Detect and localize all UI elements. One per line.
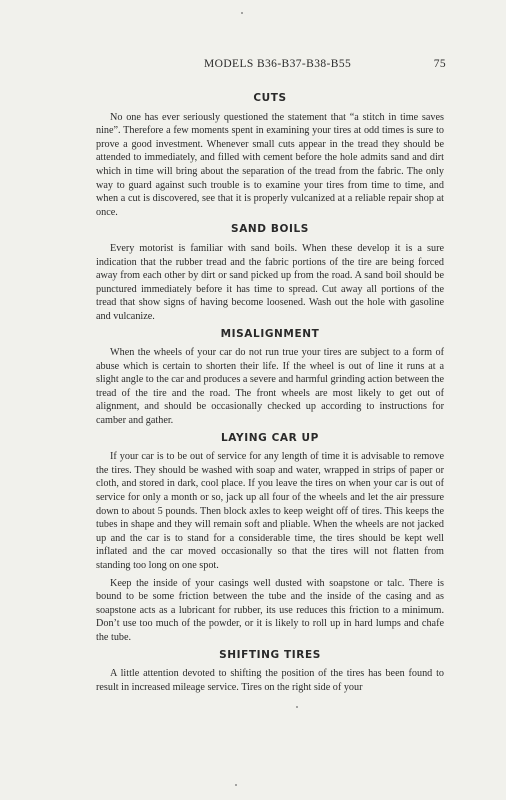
paragraph: Keep the inside of your casings well dusted with soapstone or talc. There is bound to be some friction between the tube and the inside of the casing and as soapstone acts as a lubricant for rubber, its use reduces this friction to a minimum. Don’t use too much of the powder, or it is likely to roll up in hard lumps and chafe the tube.	[96, 577, 444, 643]
page-number: 75	[433, 58, 446, 70]
section-heading: SAND BOILS	[231, 223, 309, 236]
print-speck	[296, 706, 298, 708]
paragraph: A little attention devoted to shifting the position of the tires has been found to result in increased mileage service. Tires on the right side of your	[96, 668, 444, 693]
running-title: MODELS B36-B37-B38-B55	[204, 58, 352, 70]
paragraph: Every motorist is familiar with sand boils. When these develop it is a sure indication that the rubber tread and the fabric portions of the tire are being forced away from each other by dirt or sand picked up from the road. A sand boil should be punctured immediately before it has time to spread. Cut away all portions of the tread that show signs of having become loosened. Wash out the hole with gasoline and vulcanize.	[96, 242, 444, 322]
print-speck	[235, 784, 237, 786]
section-heading: SHIFTING TIRES	[219, 648, 321, 661]
section-heading: CUTS	[253, 92, 287, 104]
paragraph: When the wheels of your car do not run true your tires are subject to a form of abuse which is certain to shorten their life. If the wheel is out of line it runs at a slight angle to the car and produces a severe and harmful grinding action between the tread of the tire and the road. The front wheels are most likely to get out of alignment, and should be occasionally checked up according to instructions for camber and gather.	[96, 347, 444, 427]
running-head	[96, 58, 446, 72]
section-heading: LAYING CAR UP	[221, 431, 319, 444]
section-cuts	[96, 92, 444, 219]
section-shifting-tires	[96, 649, 444, 695]
print-speck	[241, 12, 243, 14]
body-text	[96, 92, 444, 698]
section-heading: MISALIGNMENT	[220, 327, 320, 340]
section-laying-car-up	[96, 432, 444, 645]
paragraph: If your car is to be out of service for any length of time it is advisable to remove the tires. They should be washed with soap and water, wrapped in strips of paper or cloth, and stored in dark, cool place. If you leave the tires on when your car is out of service for only a month or so, jack up all four of the wheels and let the air pressure down to about 5 pounds. Then block axles to keep weight off of tires. This keeps the tubes in shape and they will remain soft and pliable. When the wheels are not jacked up and the car is to stand for a considerable time, the tires should be kept well inflated and the car moved occasionally so that the tires will not flatten from standing too long on one spot.	[96, 451, 444, 571]
section-sand-boils	[96, 223, 444, 323]
section-misalignment	[96, 328, 444, 428]
paragraph: No one has ever seriously questioned the statement that “a stitch in time saves nine”. Therefore a few moments spent in examining your tires at odd times is sure to prove a good investment. Whenever small cuts appear in the tread they should be attended to immediately, and filled with cement before the hole admits sand and dirt which in time will bring about the separation of the tread from the fabric. The only way to guard against such trouble is to examine your tires from time to time, and when a cut is discovered, see that it is properly vulcanized at a reliable repair shop at once.	[96, 111, 444, 218]
